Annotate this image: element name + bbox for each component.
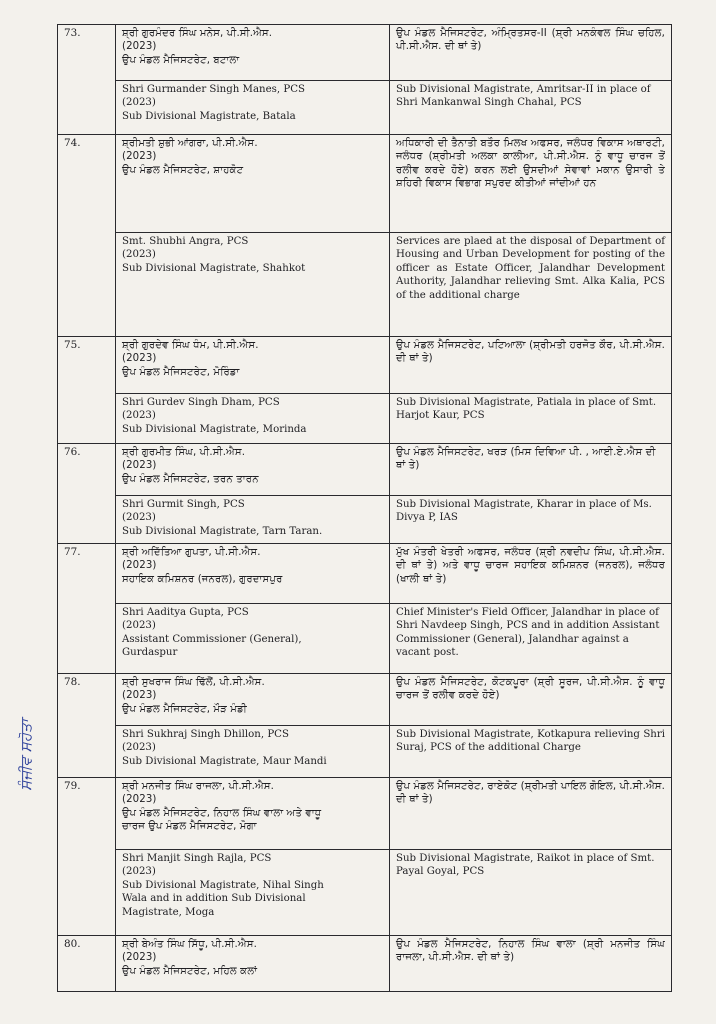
posting-english: Sub Divisional Magistrate, Amritsar-II in place of Shri Mankanwal Singh Chahal, PCS: [390, 81, 672, 135]
table-row: [58, 726, 672, 778]
table-row: [58, 337, 672, 394]
serial-number: 76.: [58, 444, 116, 544]
serial-number: 79.: [58, 778, 116, 936]
posting-punjabi: ਉਪ ਮੰਡਲ ਮੈਜਿਸਟਰੇਟ, ਖਰੜ (ਮਿਸ ਦਿਵਿਆ ਪੀ. , ਆਈ.ਏ.ਐਸ ਦੀ ਥਾਂ ਤੇ): [390, 444, 672, 496]
table-row: [58, 233, 672, 337]
posting-punjabi: ਉਪ ਮੰਡਲ ਮੈਜਿਸਟਰੇਟ, ਪਟਿਆਲਾ (ਸ਼੍ਰੀਮਤੀ ਹਰਜੋਤ ਕੌਰ, ਪੀ.ਸੀ.ਐਸ. ਦੀ ਥਾਂ ਤੇ): [390, 337, 672, 394]
transfer-orders-table: [57, 24, 672, 992]
officer-punjabi: ਸ਼੍ਰੀ ਬੇਅੰਤ ਸਿੰਘ ਸਿੱਧੂ, ਪੀ.ਸੀ.ਐਸ. (2023) ਉਪ ਮੰਡਲ ਮੈਜਿਸਟਰੇਟ, ਮਹਿਲ ਕਲਾਂ: [116, 936, 390, 992]
posting-english: Services are plaed at the disposal of Department of Housing and Urban Development for posting of the officer as Estate Officer, Jalandhar Development Authority, Jalandhar relieving Smt. Alka Kalia, PCS of the additional charge: [390, 233, 672, 337]
posting-punjabi: ਉਪ ਮੰਡਲ ਮੈਜਿਸਟਰੇਟ, ਕੋਟਕਪੂਰਾ (ਸ਼੍ਰੀ ਸੂਰਜ, ਪੀ.ਸੀ.ਐਸ. ਨੂੰ ਵਾਧੂ ਚਾਰਜ ਤੋਂ ਰਲੀਵ ਕਰਦੇ ਹੋਏ): [390, 674, 672, 726]
officer-english: Shri Sukhraj Singh Dhillon, PCS (2023) Sub Divisional Magistrate, Maur Mandi: [116, 726, 390, 778]
posting-english: Sub Divisional Magistrate, Kotkapura relieving Shri Suraj, PCS of the additional Charge: [390, 726, 672, 778]
serial-number: 73.: [58, 25, 116, 135]
posting-english: Chief Minister's Field Officer, Jalandhar in place of Shri Navdeep Singh, PCS and in addition Assistant Commissioner (General), Jalandhar against a vacant post.: [390, 604, 672, 674]
posting-punjabi: ਮੁੱਖ ਮੰਤਰੀ ਖੇਤਰੀ ਅਫਸਰ, ਜਲੰਧਰ (ਸ਼੍ਰੀ ਨਵਦੀਪ ਸਿੰਘ, ਪੀ.ਸੀ.ਐਸ. ਦੀ ਥਾਂ ਤੇ) ਅਤੇ ਵਾਧੂ ਚਾਰਜ ਸਹਾਇਕ ਕਮਿਸ਼ਨਰ (ਜਨਰਲ), ਜਲੰਧਰ (ਖਾਲੀ ਥਾਂ ਤੇ): [390, 544, 672, 604]
posting-english: Sub Divisional Magistrate, Kharar in place of Ms. Divya P, IAS: [390, 496, 672, 544]
handwritten-signature: [14, 700, 38, 810]
posting-punjabi: ਉਪ ਮੰਡਲ ਮੈਜਿਸਟਰੇਟ, ਰਾਏਕੋਟ (ਸ਼੍ਰੀਮਤੀ ਪਾਇਲ ਗੋਇਲ, ਪੀ.ਸੀ.ਐਸ. ਦੀ ਥਾਂ ਤੇ): [390, 778, 672, 850]
officer-english: Shri Gurmander Singh Manes, PCS (2023) Sub Divisional Magistrate, Batala: [116, 81, 390, 135]
serial-number: 77.: [58, 544, 116, 674]
serial-number: 75.: [58, 337, 116, 444]
posting-punjabi: ਉਪ ਮੰਡਲ ਮੈਜਿਸਟਰੇਟ, ਨਿਹਾਲ ਸਿੰਘ ਵਾਲਾ (ਸ਼੍ਰੀ ਮਨਜੀਤ ਸਿੰਘ ਰਾਜਲਾ, ਪੀ.ਸੀ.ਐਸ. ਦੀ ਥਾਂ ਤੇ): [390, 936, 672, 992]
table-row: [58, 604, 672, 674]
officer-english: Shri Gurdev Singh Dham, PCS (2023) Sub Divisional Magistrate, Morinda: [116, 394, 390, 444]
officer-english: Shri Aaditya Gupta, PCS (2023) Assistant Commissioner (General), Gurdaspur: [116, 604, 390, 674]
signature-text: ਸੰਜੀਵ ਸਹੋਤਾ: [17, 719, 35, 791]
officer-english: Shri Manjit Singh Rajla, PCS (2023) Sub Divisional Magistrate, Nihal Singh Wala and in addition Sub Divisional Magistrate, Moga: [116, 850, 390, 936]
officer-punjabi: ਸ਼੍ਰੀ ਸੁਖਰਾਜ ਸਿੰਘ ਢਿੱਲੋਂ, ਪੀ.ਸੀ.ਐਸ. (2023) ਉਪ ਮੰਡਲ ਮੈਜਿਸਟਰੇਟ, ਮੌੜ ਮੰਡੀ: [116, 674, 390, 726]
officer-punjabi: ਸ਼੍ਰੀਮਤੀ ਸ਼ੁਭੀ ਆਂਗਰਾ, ਪੀ.ਸੀ.ਐਸ. (2023) ਉਪ ਮੰਡਲ ਮੈਜਿਸਟਰੇਟ, ਸ਼ਾਹਕੋਟ: [116, 135, 390, 233]
posting-english: Sub Divisional Magistrate, Raikot in place of Smt. Payal Goyal, PCS: [390, 850, 672, 936]
posting-punjabi: ਉਪ ਮੰਡਲ ਮੈਜਿਸਟਰੇਟ, ਅੰਮ੍ਰਿਤਸਰ-II (ਸ਼੍ਰੀ ਮਨਕੰਵਲ ਸਿੰਘ ਚਹਿਲ, ਪੀ.ਸੀ.ਐਸ. ਦੀ ਥਾਂ ਤੇ): [390, 25, 672, 81]
officer-english: Smt. Shubhi Angra, PCS (2023) Sub Divisional Magistrate, Shahkot: [116, 233, 390, 337]
table-row: [58, 135, 672, 233]
table-row: [58, 778, 672, 850]
officer-punjabi: ਸ਼੍ਰੀ ਮਨਜੀਤ ਸਿੰਘ ਰਾਜਲਾ, ਪੀ.ਸੀ.ਐਸ. (2023) ਉਪ ਮੰਡਲ ਮੈਜਿਸਟਰੇਟ, ਨਿਹਾਲ ਸਿੰਘ ਵਾਲਾ ਅਤੇ ਵਾਧੂ ਚਾਰਜ ਉਪ ਮੰਡਲ ਮੈਜਿਸਟਰੇਟ, ਮੋਗਾ: [116, 778, 390, 850]
table-row: [58, 394, 672, 444]
officer-punjabi: ਸ਼੍ਰੀ ਗੁਰਮੀਤ ਸਿੰਘ, ਪੀ.ਸੀ.ਐਸ. (2023) ਉਪ ਮੰਡਲ ਮੈਜਿਸਟਰੇਟ, ਤਰਨ ਤਾਰਨ: [116, 444, 390, 496]
serial-number: 78.: [58, 674, 116, 778]
posting-punjabi: ਅਧਿਕਾਰੀ ਦੀ ਤੈਨਾਤੀ ਬਤੌਰ ਮਿਲਖ ਅਫਸਰ, ਜਲੰਧਰ ਵਿਕਾਸ ਅਥਾਰਟੀ, ਜਲੰਧਰ (ਸ਼੍ਰੀਮਤੀ ਅਲਕਾ ਕਾਲੀਆ, ਪੀ.ਸੀ.ਐਸ. ਨੂੰ ਵਾਧੂ ਚਾਰਜ ਤੋਂ ਰਲੀਵ ਕਰਦੇ ਹੋਏ) ਕਰਨ ਲਈ ਉਸਦੀਆਂ ਸੇਵਾਵਾਂ ਮਕਾਨ ਉਸਾਰੀ ਤੇ ਸ਼ਹਿਰੀ ਵਿਕਾਸ ਵਿਭਾਗ ਸਪੁਰਦ ਕੀਤੀਆਂ ਜਾਂਦੀਆਂ ਹਨ: [390, 135, 672, 233]
table-row: [58, 444, 672, 496]
table-row: [58, 25, 672, 81]
officer-punjabi: ਸ਼੍ਰੀ ਗੁਰਮੰਦਰ ਸਿੰਘ ਮਨੇਸ, ਪੀ.ਸੀ.ਐਸ. (2023) ਉਪ ਮੰਡਲ ਮੈਜਿਸਟਰੇਟ, ਬਟਾਲਾ: [116, 25, 390, 81]
table-row: [58, 496, 672, 544]
table-row: [58, 936, 672, 992]
table-row: [58, 81, 672, 135]
table-row: [58, 674, 672, 726]
table-row: [58, 544, 672, 604]
table-row: [58, 850, 672, 936]
serial-number: 74.: [58, 135, 116, 337]
posting-english: Sub Divisional Magistrate, Patiala in place of Smt. Harjot Kaur, PCS: [390, 394, 672, 444]
officer-punjabi: ਸ਼੍ਰੀ ਗੁਰਦੇਵ ਸਿੰਘ ਧੰਮ, ਪੀ.ਸੀ.ਐਸ. (2023) ਉਪ ਮੰਡਲ ਮੈਜਿਸਟਰੇਟ, ਮੋਰਿੰਡਾ: [116, 337, 390, 394]
serial-number: 80.: [58, 936, 116, 992]
officer-english: Shri Gurmit Singh, PCS (2023) Sub Divisional Magistrate, Tarn Taran.: [116, 496, 390, 544]
officer-punjabi: ਸ਼੍ਰੀ ਅਦਿੱਤਿਆ ਗੁਪਤਾ, ਪੀ.ਸੀ.ਐਸ. (2023) ਸਹਾਇਕ ਕਮਿਸ਼ਨਰ (ਜਨਰਲ), ਗੁਰਦਾਸਪੁਰ: [116, 544, 390, 604]
